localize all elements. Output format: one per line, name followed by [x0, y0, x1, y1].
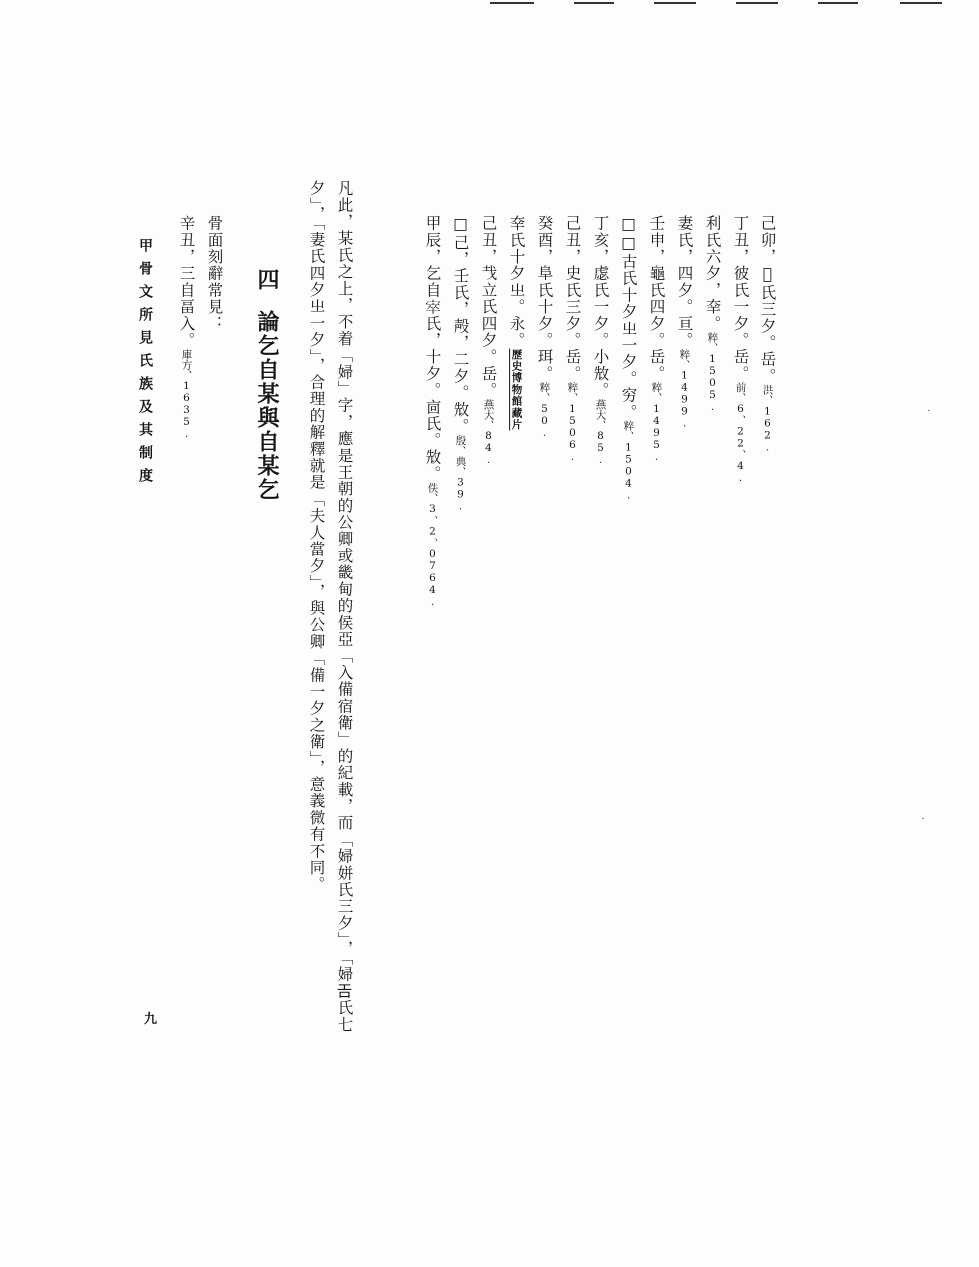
entry-11: 己丑，𢦏立氏四夕。岳。燕大、84.: [479, 215, 498, 467]
entry-8: 己丑，史氏三夕。岳。粹、1506.: [563, 215, 582, 463]
entry-5: 壬申，龜氏四夕。岳。粹、1495.: [647, 215, 666, 463]
intro-line: 骨面刻辭常見：: [205, 215, 224, 332]
entry-4: 妻氏，四夕。亘。粹、1499.: [675, 215, 694, 430]
entry-10: 㚔氏十夕㞢。永。歷史博物館藏片: [507, 215, 526, 431]
scan-speck: [928, 410, 930, 411]
entry-2: 丁丑，彼氏一夕。岳。前、6、22、4.: [731, 215, 750, 484]
example-entry: 辛丑，三自畐入。庫方、1635.: [177, 215, 196, 441]
entry-6: □□古氏十夕㞢一夕。穷。粹、1504.: [619, 215, 638, 502]
paragraph-line-1: 凡此，某氏之上，不着「婦」字，應是王朝的公卿或畿甸的侯亞「入備宿衛」的紀載，而「婦姘氏三夕」，「婦𢀛氏七: [335, 180, 354, 1033]
section-title: 論乞自某與自某乞: [254, 310, 279, 502]
entry-9: 癸酉，阜氏十夕。珥。粹、50.: [535, 215, 554, 439]
paragraph-line-2: 夕」，「妻氏四夕㞢一夕」，合理的解釋就是「夫人當夕」，與公卿「備一夕之衛」，意義微有不同。: [307, 180, 326, 893]
entry-3: 利氏六夕，㚔。粹、1505.: [703, 215, 722, 413]
top-rule-marks: [490, 0, 970, 6]
page-number: 九: [144, 1012, 158, 1027]
section-number: 四: [254, 268, 279, 292]
scan-speck: [922, 818, 924, 819]
section-heading: [255, 268, 277, 502]
entry-1: 己卯，𡧊氏三夕。岳。洪、162.: [758, 215, 777, 454]
entry-12: □己，壬氏，殸，二夕。㪇。殷、典、39.: [451, 215, 470, 513]
entry-13: 甲辰，乞自𡨧氏，十夕。㐭氏。㪇。佚、3、2、0764.: [423, 215, 442, 609]
entry-7: 丁亥，虙氏一夕。小㪇。燕大、85.: [591, 215, 610, 467]
running-head: 甲骨文所見氏族及其制度: [137, 238, 153, 491]
